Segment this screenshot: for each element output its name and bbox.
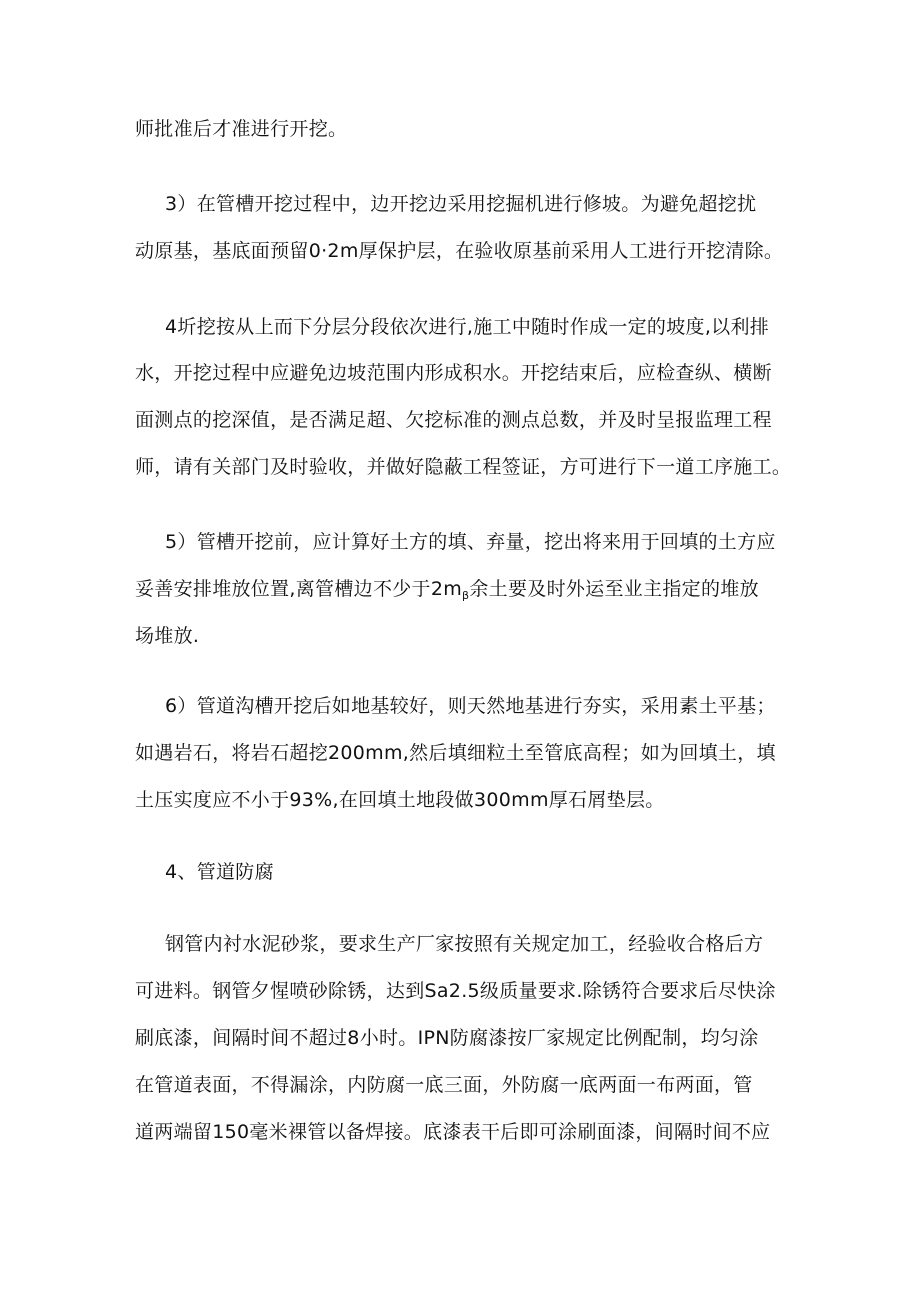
text-line: 5）管槽开挖前，应计算好土方的填、弃量，挖出将来用于回填的土方应 — [165, 531, 776, 553]
text-line: 钢管内衬水泥砂浆，要求生产厂家按照有关规定加工，经验收合格后方 — [165, 933, 764, 955]
text-segment: 余土要及时外运至业主指定的堆放 — [469, 578, 759, 600]
text-line: 可进料。钢管夕惺喷砂除锈，达到Sa2.5级质量要求.除锈符合要求后尽快涂 — [135, 980, 776, 1002]
text-line: 场堆放. — [135, 625, 200, 647]
section-heading: 4、管道防腐 — [165, 861, 274, 883]
text-line: 师批准后才准进行开挖。 — [135, 118, 348, 140]
text-line: 面测点的挖深值，是否满足超、欠挖标准的测点总数，并及时呈报监理工程 — [135, 409, 772, 431]
subscript-mark: β — [462, 589, 470, 602]
text-line: 3）在管槽开挖过程中，边开挖边采用挖掘机进行修坡。为避免超挖扰 — [165, 193, 757, 215]
text-line: 4圻挖按从上而下分层分段依次进行,施工中随时作成一定的坡度,以利排 — [165, 316, 770, 338]
text-line: 道两端留150毫米裸管以备焊接。底漆表干后即可涂刷面漆，间隔时间不应 — [135, 1121, 771, 1143]
text-line: 如遇岩石，将岩石超挖200mm,然后填细粒土至管底高程；如为回填土，填 — [135, 742, 776, 764]
text-line: 6）管道沟槽开挖后如地基较好，则天然地基进行夯实，采用素土平基； — [165, 695, 776, 717]
text-line: 水，开挖过程中应避免边坡范围内形成积水。开挖结束后，应检查纵、横断 — [135, 362, 772, 384]
text-line: 师，请有关部门及时验收，并做好隐蔽工程签证，方可进行下一道工序施工。 — [135, 456, 792, 478]
text-line: 土压实度应不小于93%,在回填土地段做300mm厚石屑垫层。 — [135, 789, 665, 811]
text-line: 在管道表面，不得漏涂，内防腐一底三面，外防腐一底两面一布两面，管 — [135, 1074, 753, 1096]
text-segment: 妥善安排堆放位置,离管槽边不少于2m — [135, 578, 463, 600]
text-line — [135, 574, 759, 611]
text-line: 刷底漆，间隔时间不超过8小时。IPN防腐漆按厂家规定比例配制，均匀涂 — [135, 1027, 759, 1049]
text-line: 动原基，基底面预留0·2m厚保护层，在验收原基前采用人工进行开挖清除。 — [135, 240, 784, 262]
